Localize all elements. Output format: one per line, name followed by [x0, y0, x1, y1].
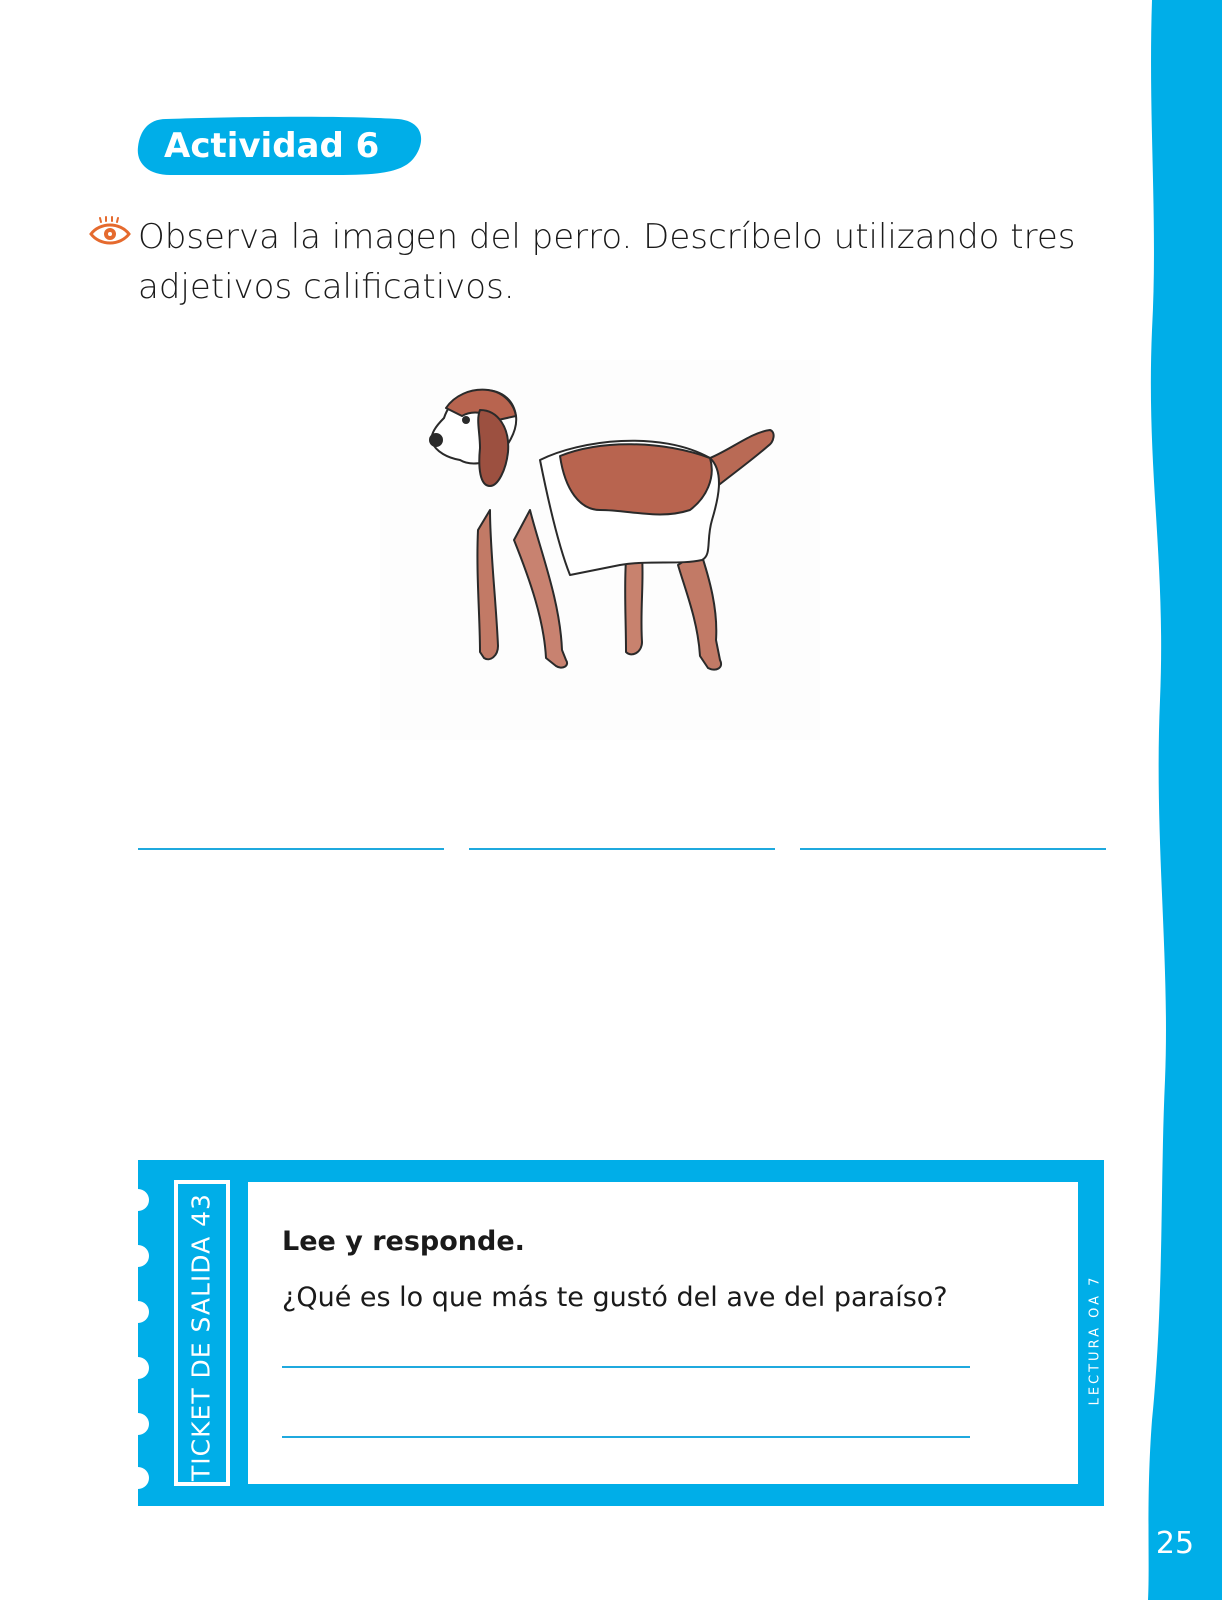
ticket-heading: Lee y responde.: [282, 1226, 525, 1257]
ticket-answer-line-1[interactable]: [282, 1366, 970, 1368]
answer-line-1[interactable]: [138, 848, 444, 850]
ticket-answer-line-2[interactable]: [282, 1436, 970, 1438]
exit-ticket: [138, 1160, 1104, 1506]
oa-label: LECTURA OA 7: [1087, 1274, 1103, 1406]
ticket-question: ¿Qué es lo que más te gustó del ave del paraíso?: [282, 1282, 948, 1313]
activity-title: Actividad 6: [164, 126, 380, 166]
answer-line-2[interactable]: [469, 848, 775, 850]
activity-instruction: Observa la imagen del perro. Descríbelo utilizando tres adjetivos calificativos.: [138, 217, 1076, 307]
dog-illustration: [380, 360, 820, 740]
answer-line-3[interactable]: [800, 848, 1106, 850]
page-number: 25: [1155, 1526, 1195, 1561]
eye-icon: [88, 216, 132, 246]
ticket-side-label: TICKET DE SALIDA 43: [186, 1193, 216, 1481]
